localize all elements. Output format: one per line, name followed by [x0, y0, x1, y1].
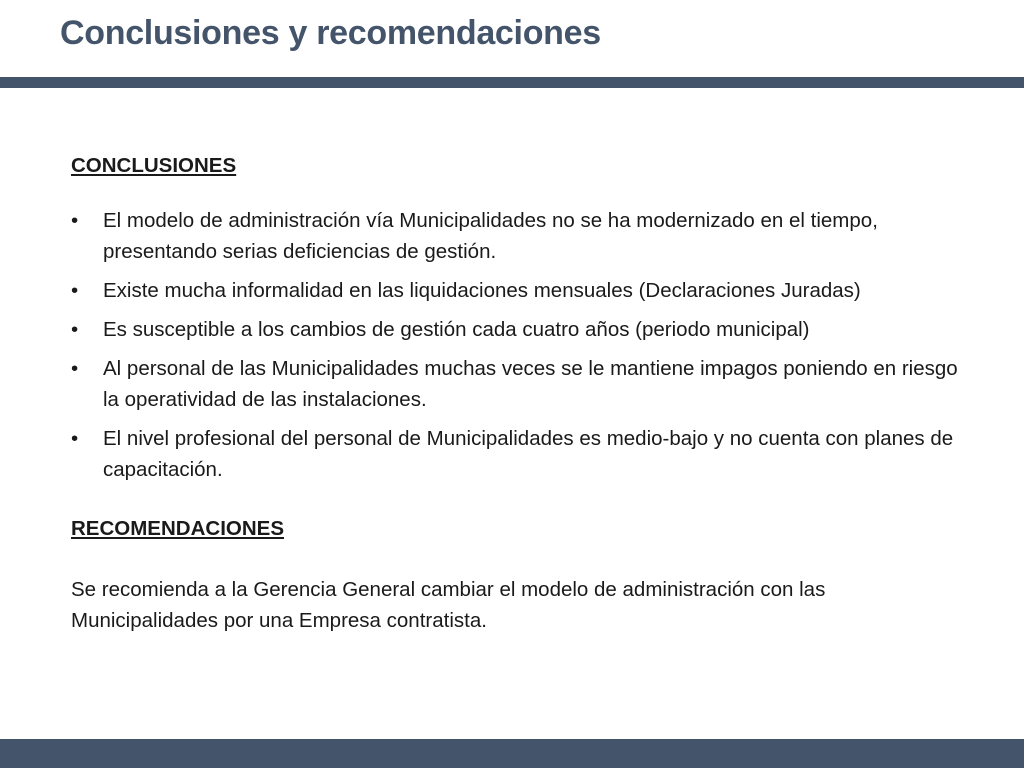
conclusion-item	[71, 353, 971, 415]
conclusion-text: El modelo de administración vía Municipalidades no se ha modernizado en el tiempo, presentando serias deficiencias de gestión.	[103, 209, 878, 263]
bullet-icon: •	[71, 427, 79, 450]
conclusion-text: Es susceptible a los cambios de gestión cada cuatro años (periodo municipal)	[103, 318, 810, 341]
conclusion-text: Existe mucha informalidad en las liquidaciones mensuales (Declaraciones Juradas)	[103, 279, 861, 302]
conclusions-list	[71, 205, 971, 485]
slide-body	[71, 150, 971, 636]
conclusion-item	[71, 275, 971, 306]
conclusion-item	[71, 205, 971, 267]
conclusion-item	[71, 314, 971, 345]
bullet-icon: •	[71, 209, 79, 232]
slide-title: Conclusiones y recomendaciones	[60, 14, 601, 52]
conclusion-text: El nivel profesional del personal de Municipalidades es medio-bajo y no cuenta con planes de capacitación.	[103, 427, 954, 481]
conclusions-heading: CONCLUSIONES	[71, 154, 237, 177]
recommendations-heading: RECOMENDACIONES	[71, 517, 284, 540]
footer-bar	[0, 739, 1024, 768]
bullet-icon: •	[71, 357, 79, 380]
title-divider-bar	[0, 77, 1024, 88]
conclusion-item	[71, 423, 971, 485]
bullet-icon: •	[71, 318, 79, 341]
conclusion-text: Al personal de las Municipalidades muchas veces se le mantiene impagos poniendo en riesgo la operatividad de las instalaciones.	[103, 357, 958, 411]
recommendation-text: Se recomienda a la Gerencia General cambiar el modelo de administración con las Municipalidades por una Empresa contratista.	[71, 578, 826, 632]
bullet-icon: •	[71, 279, 79, 302]
